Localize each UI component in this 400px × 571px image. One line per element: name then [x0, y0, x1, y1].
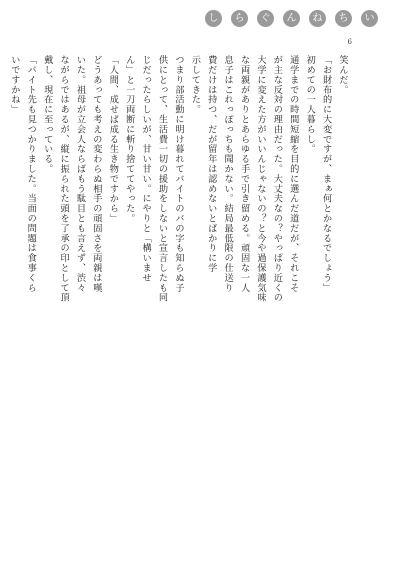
- text-line: 大学に変えた方がいいんじゃないの？と今や過保護気味: [254, 55, 266, 303]
- text-line: 供にとって、生活費一切の援助をしないと宣言したも同: [156, 55, 168, 303]
- text-line: 笑んだ。: [337, 55, 348, 95]
- running-head: [205, 10, 378, 27]
- text-line: いですかね」: [8, 55, 20, 115]
- text-line: 「お財布的に大変ですが、まぁ何とかなるでしょう」: [320, 55, 332, 293]
- text-line: ながらではあるが、縦に振られた頭を了承の印として頂: [58, 55, 70, 303]
- body-text: [8, 55, 350, 541]
- running-head-char: ね: [309, 10, 326, 27]
- text-line: な両親がありとあらゆる手で引き留める。頑固な一人: [238, 55, 250, 293]
- text-line: いた。祖母が立会人ならばもう駄目とも言えず、渋々: [74, 55, 86, 293]
- running-head-char: い: [361, 10, 378, 27]
- text-line: 息子はこれっぽっちも聞かない。結局最低限の仕送り: [222, 55, 234, 293]
- text-line: つまり部活動に明け暮れてバイトのバの字も知らぬ子: [172, 55, 184, 293]
- text-line: 「バイト先も見つかりました。当面の問題は食事くら: [25, 55, 37, 293]
- text-line: 通学までの時間短縮を目的に選んだ道だが、それこそ: [287, 55, 299, 293]
- running-head-char: ち: [335, 10, 352, 27]
- running-head-char: ぐ: [257, 10, 274, 27]
- text-line: が主な反対の理由だった。大丈夫なの？やっぱり近くの: [271, 55, 283, 303]
- text-line: 「人間、成せば成る生き物ですから」: [107, 55, 119, 224]
- text-line: 初めての一人暮らし。: [304, 55, 316, 154]
- text-line: どうあっても考えの変わらぬ相手の頑固さを両親は嘆: [90, 55, 102, 293]
- text-line: 戴し、現在に至っている。: [41, 55, 53, 174]
- running-head-char: ら: [231, 10, 248, 27]
- text-line: ん」と一刀両断に斬り捨ててやった。: [123, 55, 135, 224]
- text-line: 費だけは持つ、だが留年は認めないとばかりに学: [205, 55, 217, 273]
- running-head-char: ん: [283, 10, 300, 27]
- page-number: 6: [347, 38, 352, 46]
- running-head-char: し: [205, 10, 222, 27]
- text-line: じだったらしいが、甘い甘い。にやりと「構いませ: [140, 55, 152, 283]
- text-line: 示してきた。: [189, 55, 201, 115]
